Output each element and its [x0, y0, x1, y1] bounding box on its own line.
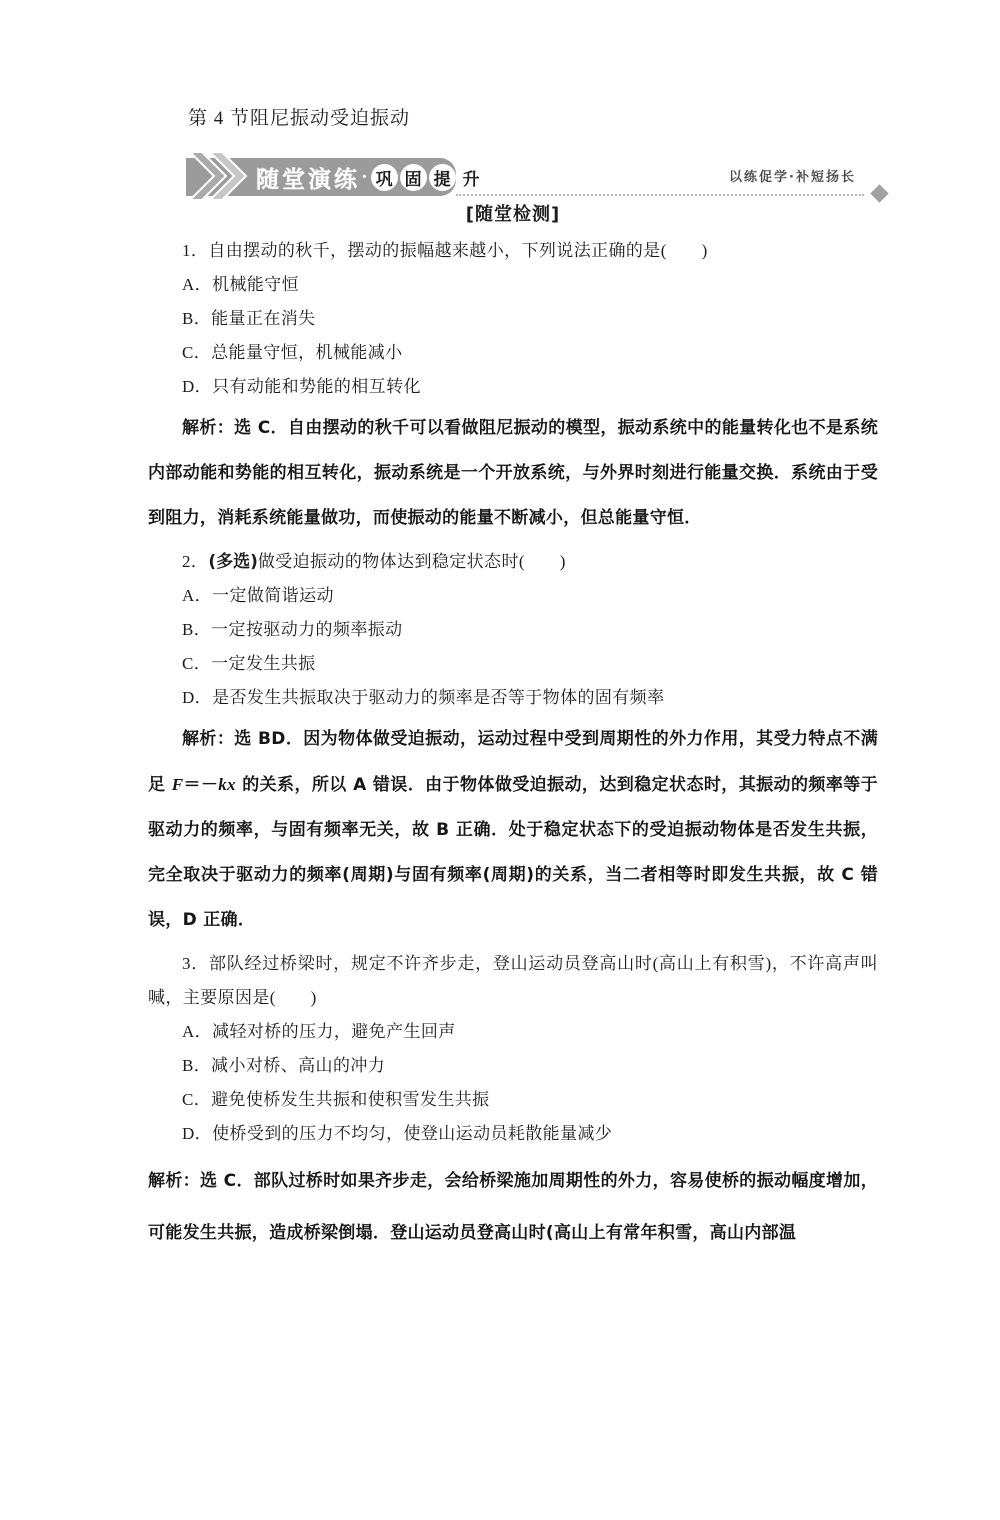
banner-circle-group [371, 164, 485, 191]
banner-slogan: 以练促学·补短扬长 [729, 170, 856, 185]
option-a: A．一定做简谐运动 [182, 586, 334, 605]
option-b: B．一定按驱动力的频率振动 [182, 620, 403, 639]
analysis-3 [148, 1155, 878, 1259]
analysis-label: 解析： [182, 729, 235, 749]
divider-dotted-line [456, 194, 864, 196]
question-stem [148, 947, 878, 1015]
question-number: 2． [182, 552, 209, 571]
analysis-text: 选 C．部队过桥时如果齐步走，会给桥梁施加周期性的外力，容易使桥的振动幅度增加，可能发生共振，造成桥梁倒塌．登山运动员登高山时(高山上有常年积雪，高山内部温 [148, 1171, 878, 1243]
banner-circle-char: 固 [400, 164, 427, 191]
analysis-text: 的关系，所以 A 错误．由于物体做受迫振动，达到稳定状态时，其振动的频率等于驱动力的频率，与固有频率无关，故 B 正确．处于稳定状态下的受迫振动物体是否发生共振，完全取决于驱动力的频率(周期)与固有频率(周期)的关系，当二者相等时即发生共振，故 C 错误，D 正确． [148, 775, 878, 930]
math-variable-kx: kx [218, 775, 236, 794]
question-2 [148, 545, 878, 943]
question-1 [148, 234, 878, 541]
worksheet-page [148, 106, 878, 1259]
question-stem [148, 234, 878, 268]
question-stem [148, 545, 878, 579]
option-d: D．只有动能和势能的相互转化 [182, 377, 421, 396]
math-operator: ＝－ [183, 775, 219, 795]
option-b: B．减小对桥、高山的冲力 [182, 1056, 386, 1075]
option-c: C．一定发生共振 [182, 654, 316, 673]
analysis-1 [148, 406, 878, 541]
banner-circle-char: 巩 [371, 164, 398, 191]
diamond-icon [870, 184, 888, 202]
option-c: C．避免使桥发生共振和使积雪发生共振 [182, 1090, 490, 1109]
banner-title: 随堂演练 [256, 166, 360, 193]
option-b: B．能量正在消失 [182, 309, 316, 328]
question-text: 自由摆动的秋千，摆动的振幅越来越小，下列说法正确的是( ) [208, 241, 708, 260]
page-title: 第 4 节阻尼振动受迫振动 [188, 108, 411, 129]
option-a: A．减轻对桥的压力，避免产生回声 [182, 1022, 456, 1041]
banner-dot: · [361, 165, 368, 188]
question-number: 3． [182, 954, 209, 973]
question-text: 做受迫振动的物体达到稳定状态时( ) [257, 552, 566, 571]
section-heading: [随堂检测] [465, 204, 561, 225]
option-d: D．是否发生共振取决于驱动力的频率是否等于物体的固有频率 [182, 688, 665, 707]
analysis-text: 选 BD．因为物体做受迫振动，运动过程中受到周期性的外力作用，其受力特点不满足 [148, 729, 878, 795]
analysis-label: 解析： [182, 418, 235, 438]
question-text: 部队经过桥梁时，规定不许齐步走，登山运动员登高山时(高山上有积雪)，不许高声叫喊，主要原因是( ) [148, 954, 878, 1007]
option-a: A．机械能守恒 [182, 275, 300, 294]
question-number: 1． [182, 241, 209, 260]
banner-circle-char: 升 [458, 164, 485, 191]
analysis-label: 解析： [148, 1171, 201, 1191]
banner-circle-char: 提 [429, 164, 456, 191]
multi-select-tag: (多选) [208, 552, 258, 572]
analysis-text: 选 C．自由摆动的秋千可以看做阻尼振动的模型，振动系统中的能量转化也不是系统内部动能和势能的相互转化，振动系统是一个开放系统，与外界时刻进行能量交换．系统由于受到阻力，消耗系统能量做功，而使振动的能量不断减小，但总能量守恒． [148, 418, 878, 528]
analysis-2 [148, 717, 878, 943]
question-3 [148, 947, 878, 1259]
option-c: C．总能量守恒，机械能减小 [182, 343, 403, 362]
section-banner [148, 150, 878, 202]
option-d: D．使桥受到的压力不均匀，使登山运动员耗散能量减少 [182, 1124, 613, 1143]
math-variable-F: F [171, 775, 184, 794]
chevron-right-icon [188, 152, 252, 200]
